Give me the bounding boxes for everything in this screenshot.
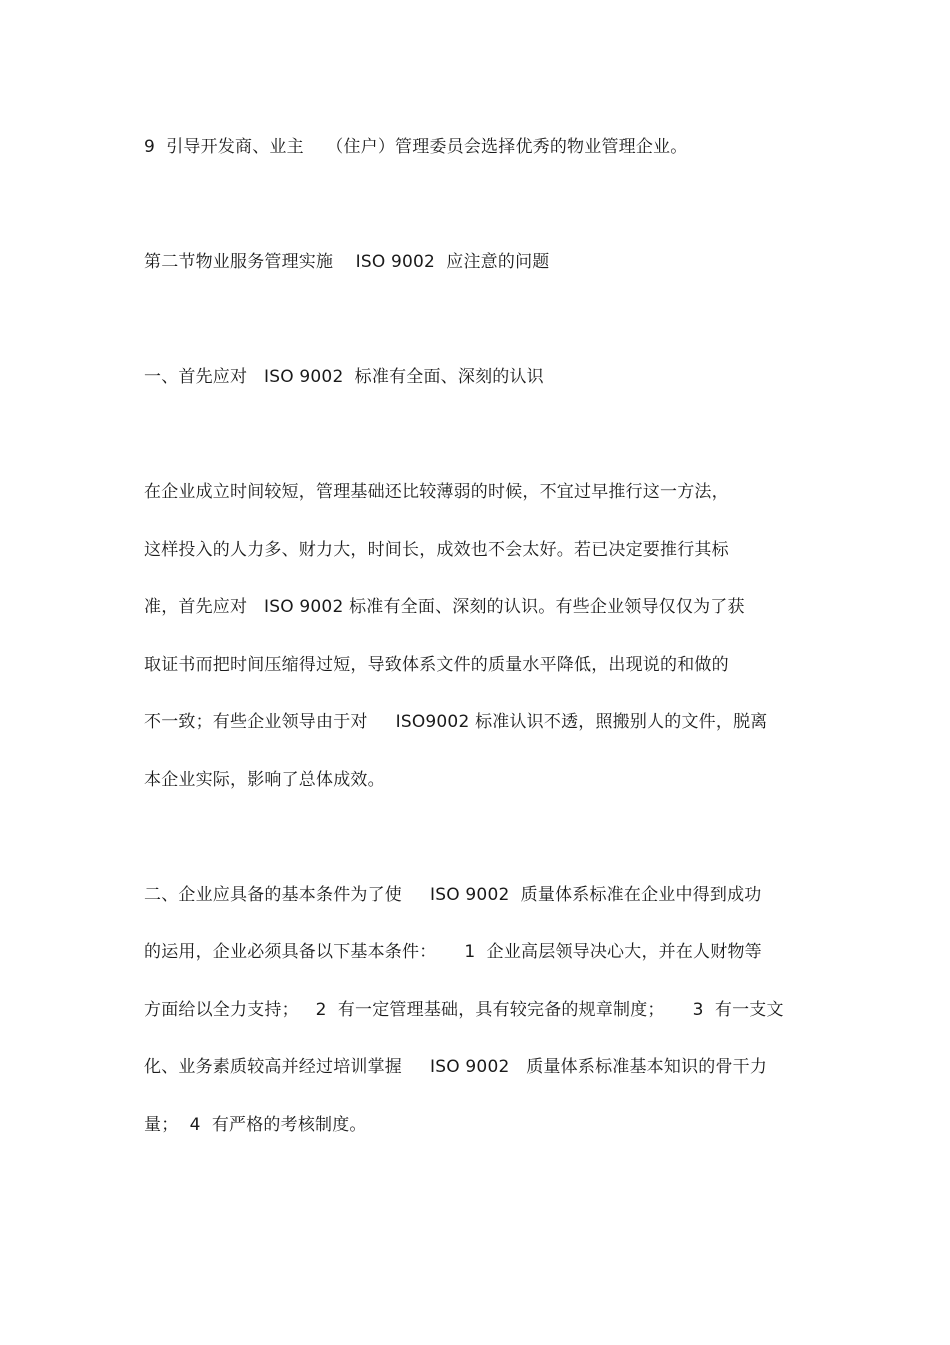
paragraph-line: 量； 4 有严格的考核制度。 [144, 1115, 367, 1135]
paragraph-line: 的运用，企业必须具备以下基本条件： 1 企业高层领导决心大，并在人财物等 [144, 942, 762, 962]
paragraph-line: 二、企业应具备的基本条件为了使 ISO 9002 质量体系标准在企业中得到成功 [144, 885, 762, 905]
paragraph-line: 本企业实际，影响了总体成效。 [144, 770, 385, 790]
paragraph-line: 准，首先应对 ISO 9002 标准有全面、深刻的认识。有些企业领导仅仅为了获 [144, 597, 745, 617]
list-item-9: 9 引导开发商、业主 （住户）管理委员会选择优秀的物业管理企业。 [144, 137, 688, 157]
paragraph-line: 这样投入的人力多、财力大，时间长，成效也不会太好。若已决定要推行其标 [144, 540, 729, 560]
paragraph-line: 方面给以全力支持； 2 有一定管理基础，具有较完备的规章制度； 3 有一支文 [144, 1000, 784, 1020]
paragraph-line: 化、业务素质较高并经过培训掌握 ISO 9002 质量体系标准基本知识的骨干力 [144, 1057, 768, 1077]
heading-1: 一、首先应对 ISO 9002 标准有全面、深刻的认识 [144, 367, 544, 387]
section-title: 第二节物业服务管理实施 ISO 9002 应注意的问题 [144, 252, 550, 272]
paragraph-line: 取证书而把时间压缩得过短，导致体系文件的质量水平降低，出现说的和做的 [144, 655, 729, 675]
paragraph-line: 在企业成立时间较短，管理基础还比较薄弱的时候，不宜过早推行这一方法， [144, 482, 729, 502]
paragraph-line: 不一致；有些企业领导由于对 ISO9002 标准认识不透，照搬别人的文件，脱离 [144, 712, 768, 732]
